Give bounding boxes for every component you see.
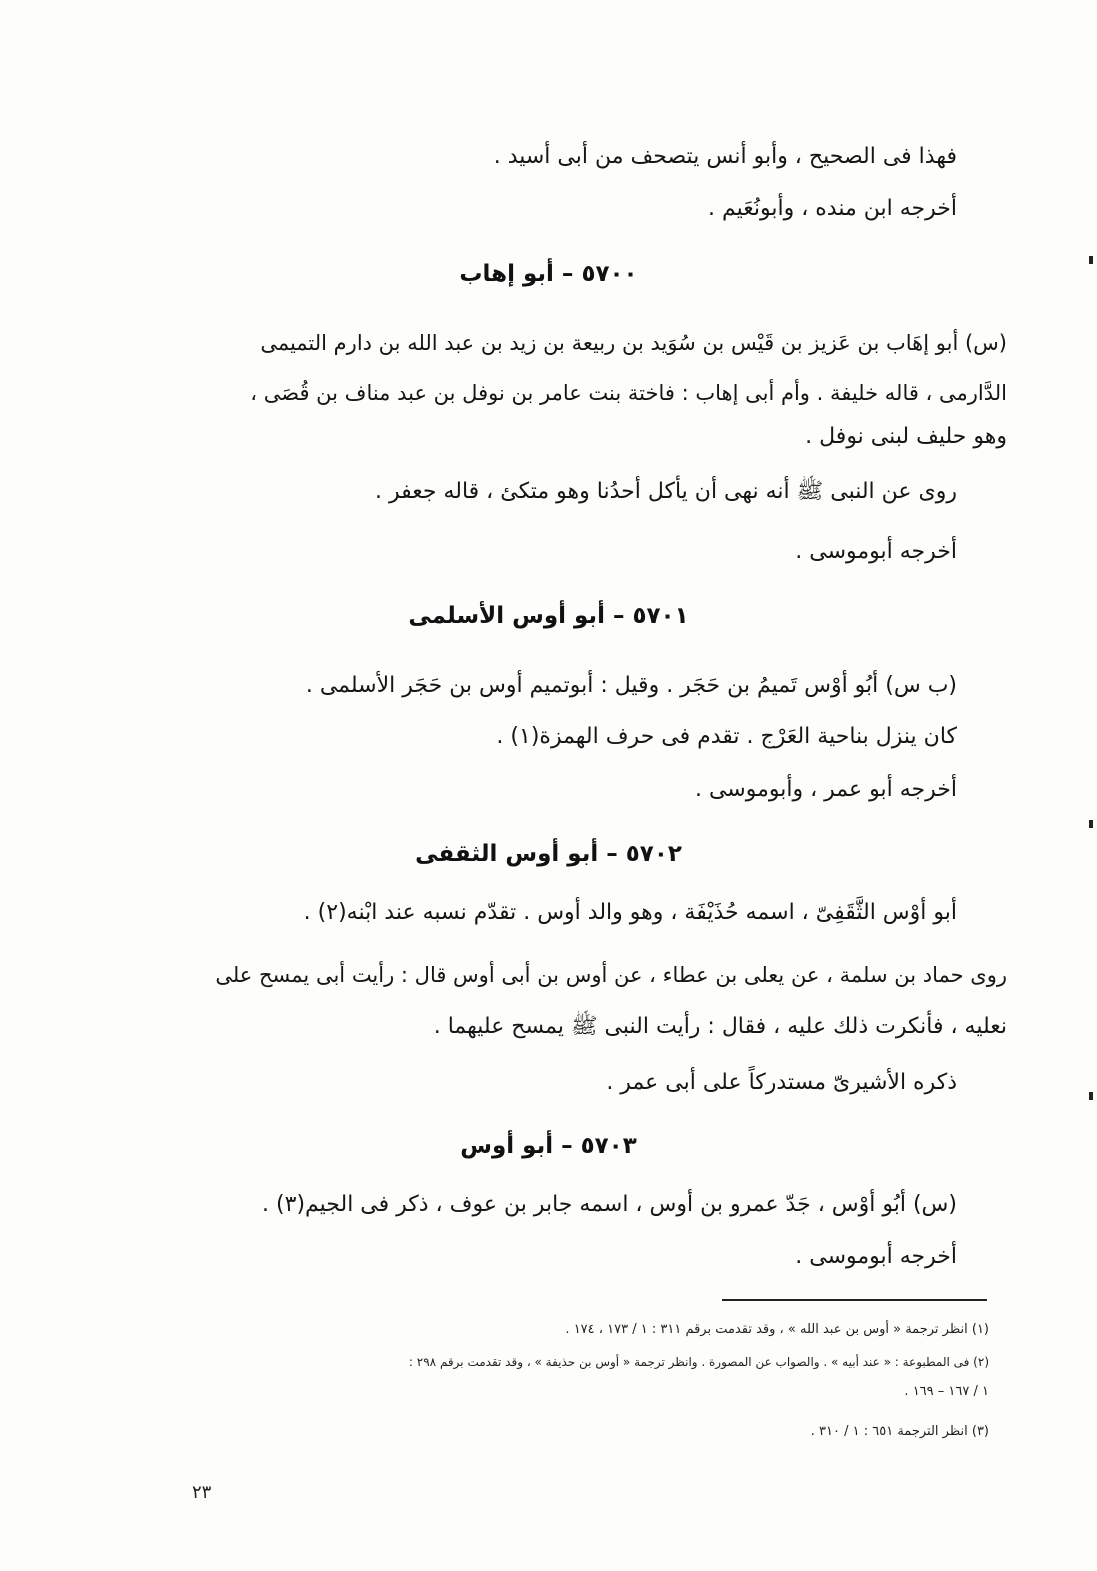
footnote-3: (٣) انظر الترجمة ٦٥١ : ١ / ٣١٠ . [810,1424,989,1439]
entry-heading: ٥٧٠١ – أبو أوس الأسلمى [408,603,689,629]
scan-edge-mark [1089,1092,1093,1100]
scan-edge-mark [1089,820,1093,828]
entry-text-line: كان ينزل بناحية العَرْج . تقدم فى حرف الهمزة(١) . [496,724,957,749]
footnote-separator [722,1299,987,1301]
footnote-2: (٢) فى المطبوعة : « عند أبيه » . والصواب عن المصورة . وانظر ترجمة « أوس بن حذيفة » ، وقد تقدمت برقم ٢٩٨ : [408,1355,989,1369]
entry-text-line: أبو أوْس الثَّقَفِىّ ، اسمه حُذَيْفَة ، وهو والد أوس . تقدّم نسبه عند ابْنه(٢) . [303,900,957,925]
entry-text-line: وهو حليف لبنى نوفل . [805,424,1007,449]
entry-heading: ٥٧٠٢ – أبو أوس الثقفى [415,841,682,867]
scan-edge-mark [1089,256,1093,264]
entry-text-line: الدَّارمى ، قاله خليفة . وأم أبى إهاب : فاختة بنت عامر بن نوفل بن عبد مناف بن قُصَى ، [250,381,1007,405]
footnote-1: (١) انظر ترجمة « أوس بن عبد الله » ، وقد تقدمت برقم ٣١١ : ١ / ١٧٣ ، ١٧٤ . [565,1322,989,1337]
entry-text-line: روى حماد بن سلمة ، عن يعلى بن عطاء ، عن أوس بن أبى أوس قال : رأيت أبى يمسح على [215,963,1007,987]
entry-text-line: (س) أبو إهَاب بن عَزيز بن قَيْس بن سُوَيد بن ربيعة بن زيد بن عبد الله بن دارم التميمى [260,331,1007,355]
entry-text-line: روى عن النبى ﷺ أنه نهى أن يأكل أحدُنا وهو متكئ ، قاله جعفر . [375,479,957,504]
entry-text-line: (س) أبُو أوْس ، جَدّ عمرو بن أوس ، اسمه جابر بن عوف ، ذكر فى الجيم(٣) . [262,1192,957,1217]
entry-heading: ٥٧٠٣ – أبو أوس [460,1133,637,1159]
entry-text-line: (ب س) أبُو أوْس تَميمُ بن حَجَر . وقيل : أبوتميم أوس بن حَجَر الأسلمى . [305,673,957,698]
entry-text-line: أخرجه أبوموسى . [795,539,957,564]
entry-heading: ٥٧٠٠ – أبو إهاب [459,261,638,287]
entry-text-line: ذكره الأشيرىّ مستدركاً على أبى عمر . [606,1070,957,1095]
footnote-2-continued: ١ / ١٦٧ – ١٦٩ . [904,1384,989,1399]
intro-line-1: فهذا فى الصحيح ، وأبو أنس يتصحف من أبى أسيد . [493,144,957,169]
entry-text-line: أخرجه أبوموسى . [795,1244,957,1269]
page-number: ٢٣ [192,1482,212,1503]
entry-text-line: نعليه ، فأنكرت ذلك عليه ، فقال : رأيت النبى ﷺ يمسح عليهما . [433,1014,1007,1039]
intro-line-2: أخرجه ابن منده ، وأبونُعَيم . [707,196,957,221]
entry-text-line: أخرجه أبو عمر ، وأبوموسى . [694,777,957,802]
